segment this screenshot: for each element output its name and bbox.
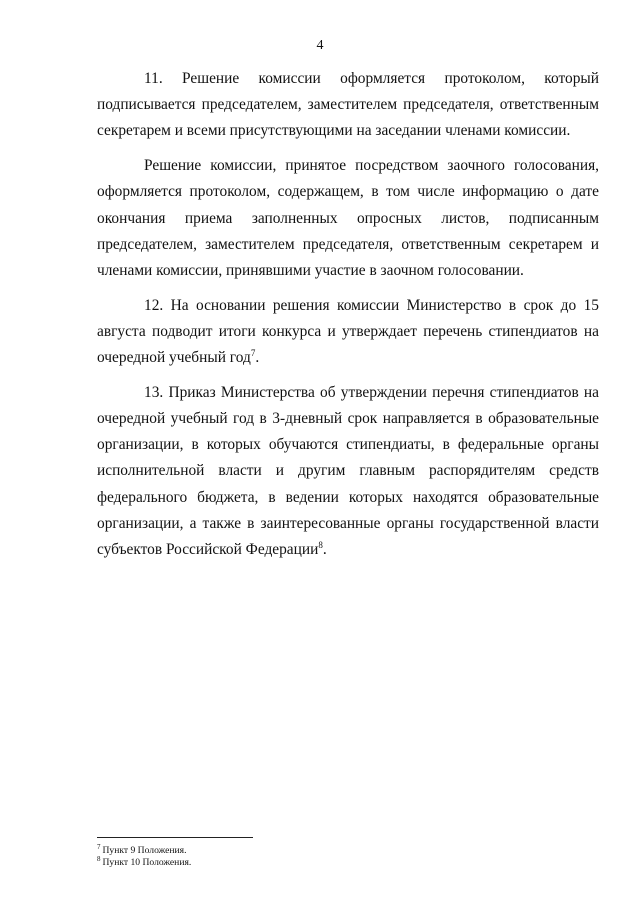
footnote-ref[interactable]: 8 [318, 539, 323, 550]
paragraph-13 [97, 380, 599, 563]
footnotes [97, 842, 597, 869]
footnote-ref[interactable]: 7 [250, 347, 256, 358]
body-text [97, 66, 599, 572]
footnote-text: Пункт 9 Положения. [102, 845, 187, 856]
paragraph-11-continued [97, 153, 599, 284]
footnote-7 [97, 842, 597, 857]
paragraph-11 [97, 66, 599, 145]
paragraph-text: 13. Приказ Министерства об утверждении перечня стипендиатов на очередной учебный год в 3-дневный срок направляется в образовательные организации, в которых обучаются стипендиаты, в федеральные органы исполнительной власти и другим главным распорядителям средств федерального бюджета, в ведении которых находятся образовательные организации, а также в заинтересованные органы государственной власти субъектов Российской Федерации [97, 383, 599, 558]
footnote-text: Пункт 10 Положения. [102, 857, 192, 868]
paragraph-text: Решение комиссии, принятое посредством заочного голосования, оформляется протоколом, содержащем, в том числе информацию о дате окончания приема заполненных опросных листов, подписанным председателем, заместителем председателя, ответственным секретарем и членами комиссии, принявшими участие в заочном голосовании. [97, 157, 599, 279]
paragraph-text: 11. Решение комиссии оформляется протоколом, который подписывается председателем, заместителем председателя, ответственным секретарем и всеми присутствующими на заседании членами комиссии. [97, 70, 599, 140]
footnote-divider [97, 837, 253, 838]
paragraph-text: 12. На основании решения комиссии Министерство в срок до 15 августа подводит итоги конкурса и утверждает перечень стипендиатов на очередной учебный год [97, 296, 599, 367]
paragraph-tail: . [255, 349, 260, 367]
footnote-8 [97, 854, 597, 869]
paragraph-tail: . [322, 540, 327, 558]
paragraph-12 [97, 293, 599, 372]
footnote-mark: 7 [97, 842, 101, 851]
page-number: 4 [316, 38, 324, 53]
footnote-mark: 8 [97, 854, 101, 863]
